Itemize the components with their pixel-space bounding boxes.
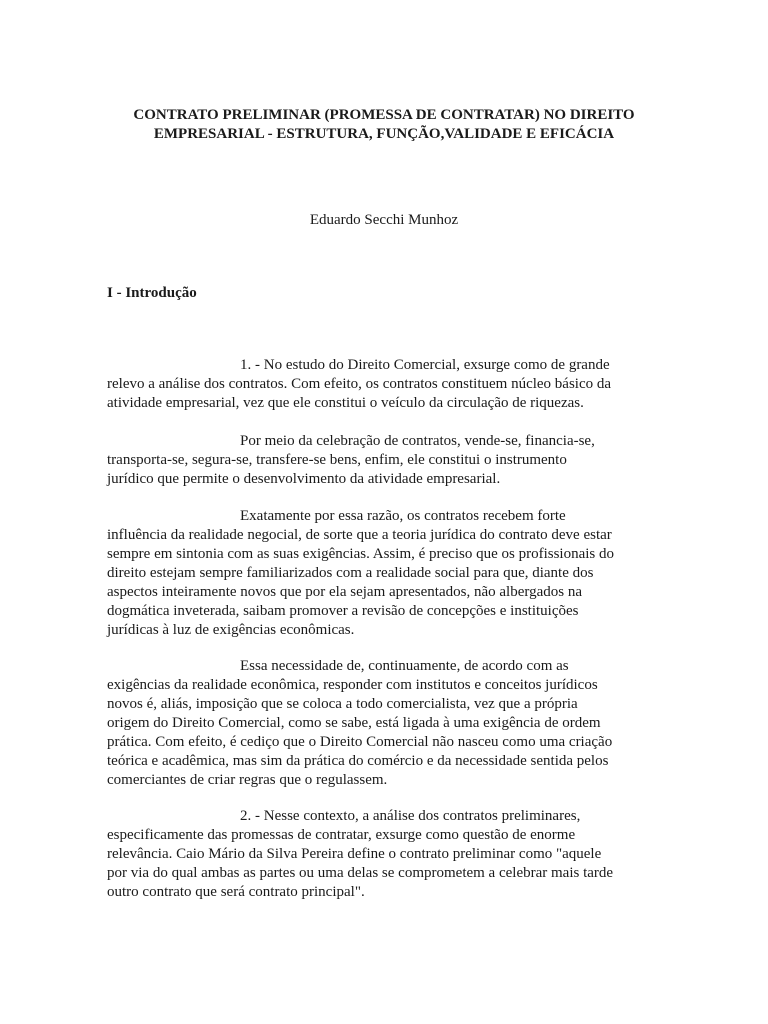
paragraph-line: aspectos inteiramente novos que por ela sejam apresentados, não albergados na: [107, 584, 582, 600]
paragraph-line: 2. - Nesse contexto, a análise dos contratos preliminares,: [240, 808, 581, 824]
paragraph-line: Por meio da celebração de contratos, vende-se, financia-se,: [240, 433, 595, 449]
paragraph-line: atividade empresarial, vez que ele constitui o veículo da circulação de riquezas.: [107, 395, 584, 411]
paragraph-line: jurídico que permite o desenvolvimento da atividade empresarial.: [107, 471, 501, 487]
paragraph-line: origem do Direito Comercial, como se sabe, está ligada à uma exigência de ordem: [107, 715, 601, 731]
paragraph-line: exigências da realidade econômica, responder com institutos e conceitos jurídicos: [107, 677, 598, 693]
title-line-1: CONTRATO PRELIMINAR (PROMESSA DE CONTRATAR) NO DIREITO: [133, 107, 635, 123]
paragraph-line: relevo a análise dos contratos. Com efeito, os contratos constituem núcleo básico da: [107, 376, 612, 392]
paragraph-line: relevância. Caio Mário da Silva Pereira define o contrato preliminar como "aquele: [107, 846, 602, 862]
paragraph-line: outro contrato que será contrato principal".: [107, 884, 365, 900]
paragraph-2: [107, 432, 662, 489]
paragraph-line: direito estejam sempre familiarizados com a realidade social para que, diante dos: [107, 565, 594, 581]
paragraph-line: jurídicas à luz de exigências econômicas.: [107, 622, 355, 638]
title-line-2: EMPRESARIAL - ESTRUTURA, FUNÇÃO,VALIDADE E EFICÁCIA: [153, 126, 615, 142]
paragraph-line: teórica e acadêmica, mas sim da prática do comércio e da necessidade sentida pelos: [107, 753, 609, 769]
paragraph-4: [107, 657, 662, 790]
paragraph-1: [107, 356, 662, 413]
paragraph-line: 1. - No estudo do Direito Comercial, exsurge como de grande: [240, 357, 610, 373]
section-heading: I - Introdução: [107, 285, 197, 301]
paragraph-line: sempre em sintonia com as suas exigências. Assim, é preciso que os profissionais do: [107, 546, 614, 562]
paragraph-line: novos é, aliás, imposição que se coloca a todo comercialista, vez que a própria: [107, 696, 578, 712]
paragraph-line: especificamente das promessas de contratar, exsurge como questão de enorme: [107, 827, 576, 843]
paragraph-line: Exatamente por essa razão, os contratos recebem forte: [240, 508, 566, 524]
paragraph-line: Essa necessidade de, continuamente, de acordo com as: [240, 658, 569, 674]
document-title: [100, 106, 668, 144]
paragraph-line: transporta-se, segura-se, transfere-se bens, enfim, ele constitui o instrumento: [107, 452, 567, 468]
paragraph-line: comerciantes de criar regras que o regulassem.: [107, 772, 388, 788]
paragraph-line: dogmática inveterada, saibam promover a revisão de concepções e instituições: [107, 603, 579, 619]
paragraph-3: [107, 507, 662, 640]
paragraph-line: prática. Com efeito, é cediço que o Direito Comercial não nasceu como uma criação: [107, 734, 613, 750]
paragraph-5: [107, 807, 662, 902]
author-name: Eduardo Secchi Munhoz: [309, 212, 459, 228]
paragraph-line: influência da realidade negocial, de sorte que a teoria jurídica do contrato deve estar: [107, 527, 612, 543]
paragraph-line: por via do qual ambas as partes ou uma delas se comprometem a celebrar mais tarde: [107, 865, 614, 881]
